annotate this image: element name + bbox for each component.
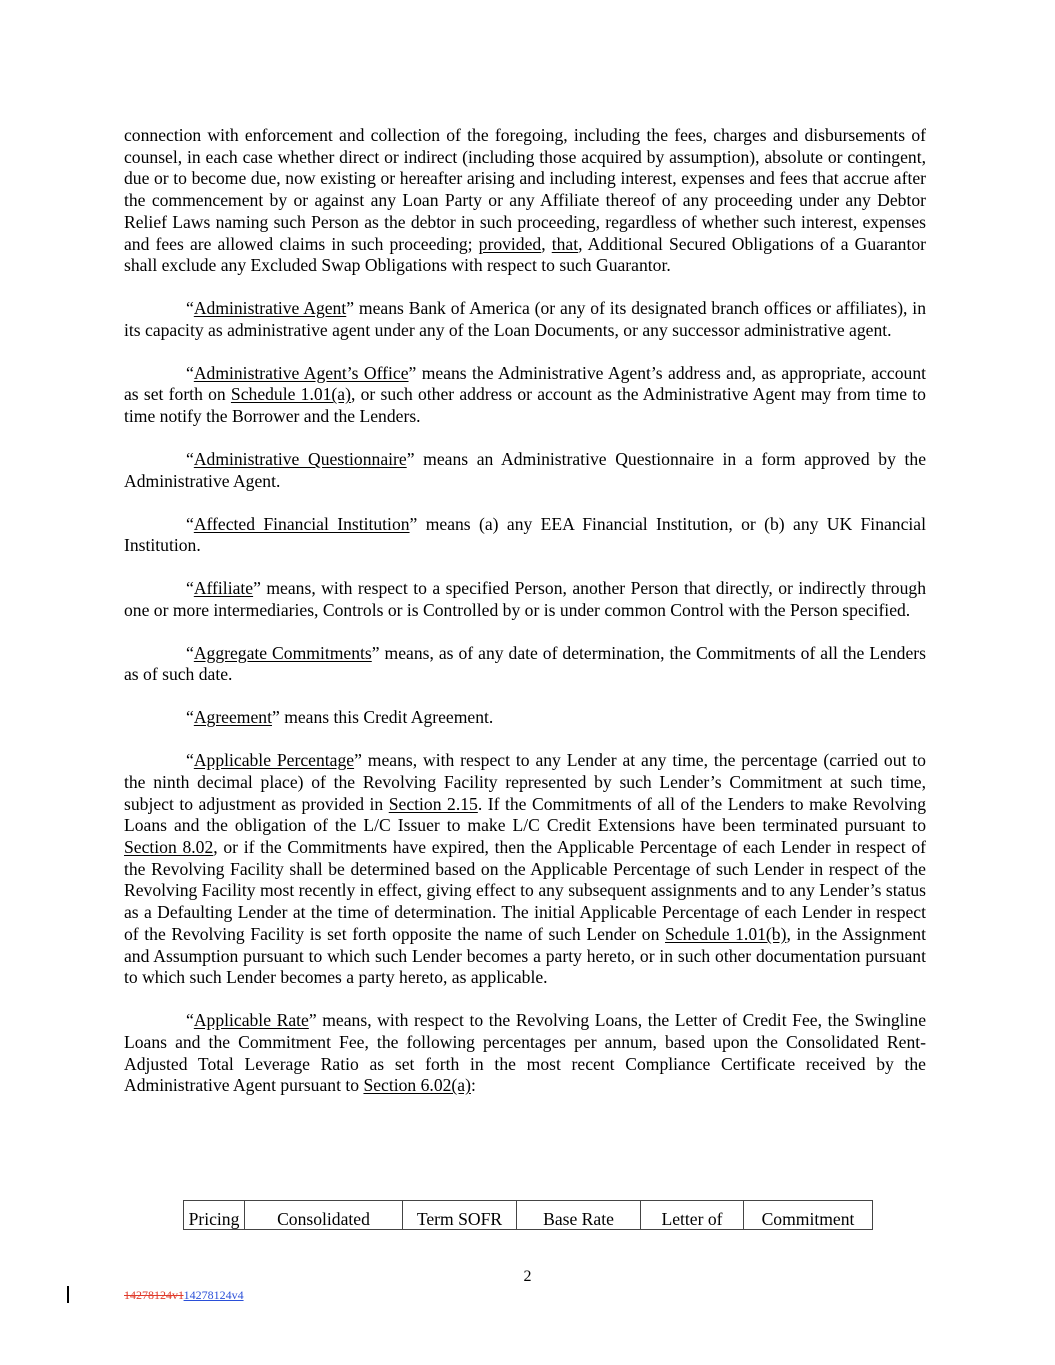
paragraph [124, 514, 926, 557]
paragraph-text: ” means, with respect to any Lender at any time, the percentage (carried out to the ninth decimal place) of the Revolving Facility represented by such Lender’s Commitment at such time, subject to adjustment as provided in [124, 750, 926, 814]
underlined-term: Administrative Agent [193, 298, 347, 319]
change-bar [67, 1286, 69, 1303]
underlined-term: Section 2.15 [388, 793, 478, 814]
underlined-term: Administrative Agent’s Office [193, 362, 409, 383]
paragraph-text: connection with enforcement and collection of the foregoing, including the fees, charges and disbursements of counsel, in each case whether direct or indirect (including those acquired by assumption), absolute or contingent, due or to become due, now existing or hereafter arising and including interest, expenses and fees that accrue after the commencement by or against any Loan Party or any Affiliate thereof of any proceeding under any Debtor Relief Laws naming such Person as the debtor in such proceeding, regardless of whether such interest, expenses and fees are allowed claims in such proceeding; [124, 125, 926, 254]
underlined-term: Applicable Rate [193, 1010, 309, 1031]
paragraph-text: ” means, with respect to the Revolving Loans, the Letter of Credit Fee, the Swingline Loans and the Commitment Fee, the following percentages per annum, based upon the Consolidated Rent-Adjusted Total Leverage Ratio as set forth in the most recent Compliance Certificate received by the Administrative Agent pursuant to [124, 1010, 927, 1096]
underlined-term: Section 8.02 [124, 837, 214, 858]
underlined-term: Affected Financial Institution [193, 513, 410, 534]
paragraph-text: “ [186, 449, 194, 469]
underlined-term: Affiliate [193, 578, 254, 599]
paragraph-text: ” means, as of any date of determination, the Commitments of all the Lenders as of such date. [124, 642, 926, 685]
underlined-term: provided [478, 233, 542, 254]
header-cell-pricing: Pricing [184, 1201, 245, 1230]
paragraph-text: “ [186, 578, 194, 599]
paragraph-text: , Additional Secured Obligations of a Guarantor shall exclude any Excluded Swap Obligations with respect to such Guarantor. [124, 233, 927, 276]
paragraph [124, 1010, 926, 1097]
underlined-term: Schedule 1.01(a) [230, 384, 351, 405]
paragraph-text: “ [186, 750, 194, 771]
paragraph-text: “ [186, 1010, 194, 1031]
paragraph [124, 578, 926, 621]
paragraph [124, 449, 926, 492]
paragraph-text: “ [186, 707, 194, 728]
page-number: 2 [523, 1268, 532, 1285]
paragraph-text: “ [186, 642, 194, 663]
paragraph-text: ” means (a) any EEA Financial Institution, or (b) any UK Financial Institution. [124, 513, 926, 556]
paragraph-text: , or if the Commitments have expired, then the Applicable Percentage of each Lender in respect of the Revolving Facility shall be determined based on the Applicable Percentage of such Lender in respect of the Revolving Facility most recently in effect, giving effect to any subsequent assignments and to any Lender’s status as a Defaulting Lender at the time of determination. The initial Applicable Percentage of each Lender in respect of the Revolving Facility is set forth opposite the name of such Lender on [124, 837, 927, 944]
paragraph-text: ” means the Administrative Agent’s address and, as appropriate, account as set forth on [124, 362, 927, 405]
paragraph [124, 125, 926, 277]
header-cell-term-sofr: Term SOFR [403, 1201, 517, 1230]
paragraph-text: “ [186, 362, 194, 383]
paragraph [124, 643, 926, 686]
header-cell-base-rate: Base Rate [517, 1201, 641, 1230]
paragraph-text: ” means this Credit Agreement. [271, 707, 494, 728]
underlined-term: Administrative Questionnaire [193, 449, 407, 469]
paragraph [124, 750, 926, 989]
document-id-deleted: 14278124v1 [124, 1288, 184, 1302]
paragraph-text: , [541, 233, 552, 254]
paragraph-text: . If the Commitments of all of the Lenders to make Revolving Loans and the obligation of the L/C Issuer to make L/C Credit Extensions have been terminated pursuant to [124, 793, 927, 836]
paragraph-text: , or such other address or account as the Administrative Agent may from time to time notify the Borrower and the Lenders. [124, 384, 926, 427]
underlined-term: Section 6.02(a) [363, 1075, 471, 1096]
underlined-term: Schedule 1.01(b) [665, 923, 787, 944]
document-id [124, 1288, 244, 1303]
paragraph [124, 707, 926, 729]
paragraph-text: “ [186, 513, 194, 534]
paragraph [124, 298, 926, 341]
paragraph-text: : [470, 1075, 476, 1096]
underlined-term: Agreement [193, 707, 272, 728]
paragraph-text: ” means, with respect to a specified Person, another Person that directly, or indirectly through one or more intermediaries, Controls or is Controlled by or is under common Control with the Person specified. [124, 578, 926, 620]
document-id-inserted: 14278124v4 [183, 1288, 244, 1302]
paragraph-text: ” means an Administrative Questionnaire in a form approved by the Administrative Agent. [124, 449, 926, 491]
table-header-row [184, 1201, 873, 1230]
header-cell-commitment: Commitment [744, 1201, 873, 1230]
header-cell-consolidated: Consolidated [245, 1201, 403, 1230]
document-body [124, 125, 926, 1118]
header-cell-letter-of: Letter of [641, 1201, 744, 1230]
paragraph [124, 363, 926, 428]
paragraph-text: , in the Assignment and Assumption pursuant to which such Lender becomes a party hereto, or in such other documentation pursuant to which such Lender becomes a party hereto, as applicable. [124, 923, 926, 988]
paragraph-text: ” means Bank of America (or any of its designated branch offices or affiliates), in its capacity as administrative agent under any of the Loan Documents, or any successor administrative agent. [124, 298, 926, 340]
underlined-term: Applicable Percentage [193, 750, 355, 771]
underlined-term: Aggregate Commitments [193, 642, 372, 663]
pricing-table [183, 1200, 873, 1230]
paragraph-text: “ [186, 298, 194, 319]
underlined-term: that [551, 233, 579, 254]
